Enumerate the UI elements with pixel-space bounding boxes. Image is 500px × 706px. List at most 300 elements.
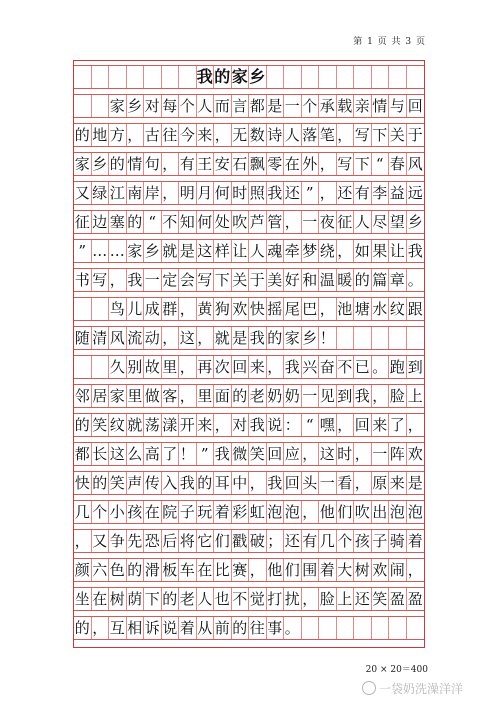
grid-cell: 嘿 — [319, 414, 337, 436]
grid-cell: 家 — [109, 95, 127, 117]
grid-cell: ， — [179, 356, 197, 378]
grid-cell: 就 — [162, 240, 180, 262]
grid-cell: 来 — [197, 124, 215, 146]
grid-cell: ， — [267, 356, 285, 378]
grid-cell: 时 — [337, 443, 355, 465]
grid-cell: 回 — [354, 414, 372, 436]
grid-cell: 颜 — [74, 559, 92, 581]
grid-cell: 诗 — [267, 124, 285, 146]
grid-cell: 别 — [127, 356, 145, 378]
grid-cell: ” — [74, 240, 92, 262]
grid-cell: 子 — [179, 501, 197, 523]
grid-cell: 笑 — [92, 414, 110, 436]
grid-cell: 这 — [179, 327, 197, 349]
grid-cell: 的 — [267, 327, 285, 349]
grid-cell: ， — [214, 414, 232, 436]
grid-cell: 巴 — [302, 298, 320, 320]
grid-cell: ， — [162, 182, 180, 204]
grid-cell: 风 — [407, 154, 423, 173]
grid-cell: 每 — [162, 95, 180, 117]
watermark — [362, 680, 463, 697]
grid-cell: 明 — [179, 182, 197, 204]
grid-cell — [267, 66, 285, 88]
grid-cell: 扰 — [284, 588, 302, 610]
grid-cell — [302, 617, 320, 639]
grid-cell: 远 — [407, 183, 423, 202]
grid-cell: 尽 — [372, 211, 390, 233]
grid-cell: 上 — [407, 386, 423, 405]
grid-cell: 我 — [179, 472, 197, 494]
grid-cell: 来 — [389, 472, 407, 494]
text-row — [74, 268, 424, 292]
grid-cell: 泡 — [407, 502, 423, 521]
grid-cell: 与 — [389, 95, 407, 117]
grid-cell: ， — [319, 298, 337, 320]
grid-cell: 恐 — [144, 530, 162, 552]
grid-cell: 车 — [179, 559, 197, 581]
grid-cell: 欢 — [407, 444, 423, 463]
grid-cell: 篇 — [372, 269, 390, 291]
grid-cell: 会 — [179, 269, 197, 291]
grid-cell — [389, 66, 407, 88]
grid-cell: 下 — [144, 588, 162, 610]
grid-cell: 先 — [127, 530, 145, 552]
grid-cell — [354, 66, 372, 88]
grid-cell: 在 — [197, 559, 215, 581]
grid-cell: 写 — [337, 153, 355, 175]
grid-cell — [389, 327, 407, 349]
grid-cell: ， — [197, 327, 215, 349]
grid-cell: ， — [214, 124, 232, 146]
grid-cell: ， — [74, 530, 92, 552]
grid-cell: 我 — [354, 385, 372, 407]
grid-cell: 高 — [144, 443, 162, 465]
grid-cell: ， — [284, 211, 302, 233]
grid-cell: 泡 — [267, 501, 285, 523]
grid-cell: 就 — [127, 414, 145, 436]
grid-cell: 在 — [144, 501, 162, 523]
grid-cell: 章 — [389, 269, 407, 291]
text-row — [74, 558, 424, 582]
text-row — [74, 355, 424, 379]
grid-cell: 益 — [389, 182, 407, 204]
grid-cell: 如 — [354, 240, 372, 262]
grid-cell: 原 — [372, 472, 390, 494]
grid-cell: 乡 — [302, 327, 320, 349]
grid-cell: 一 — [144, 269, 162, 291]
grid-cell: 人 — [249, 240, 267, 262]
grid-cell: 下 — [354, 153, 372, 175]
grid-cell: 春 — [389, 153, 407, 175]
grid-cell: 我 — [249, 414, 267, 436]
grid-cell: 管 — [267, 211, 285, 233]
grid-cell: 不 — [337, 356, 355, 378]
grid-cell: 邻 — [74, 385, 92, 407]
grid-cell: 家 — [74, 153, 92, 175]
grid-cell: 往 — [249, 617, 267, 639]
grid-cell: 彩 — [232, 501, 250, 523]
text-row — [74, 587, 424, 611]
grid-cell: 征 — [74, 211, 92, 233]
grid-cell: 人 — [354, 211, 372, 233]
grid-cell — [284, 66, 302, 88]
grid-cell: 何 — [214, 182, 232, 204]
grid-cell: 还 — [337, 182, 355, 204]
grid-cell: 里 — [197, 385, 215, 407]
grid-cell: 着 — [214, 501, 232, 523]
grid-cell: 次 — [214, 356, 232, 378]
grid-cell: 回 — [407, 96, 423, 115]
grid-cell: 家 — [231, 67, 248, 86]
grid-cell — [372, 327, 390, 349]
grid-cell: 下 — [214, 269, 232, 291]
grid-cell: 再 — [197, 356, 215, 378]
grid-cell: 数 — [249, 124, 267, 146]
grid-cell: 池 — [337, 298, 355, 320]
grid-cell: 载 — [337, 95, 355, 117]
grid-cell: 绿 — [92, 182, 110, 204]
grid-cell: 承 — [319, 95, 337, 117]
grid-cell: 骑 — [389, 530, 407, 552]
grid-cell: 的 — [74, 617, 92, 639]
grid-cell: 今 — [179, 124, 197, 146]
grid-cell: 也 — [214, 588, 232, 610]
grid-cell: 还 — [284, 530, 302, 552]
grid-cell: 王 — [197, 153, 215, 175]
grid-cell — [162, 66, 180, 88]
grid-cell: 这 — [109, 443, 127, 465]
grid-cell: 看 — [337, 472, 355, 494]
grid-cell — [127, 66, 145, 88]
grid-cell: 黄 — [197, 298, 215, 320]
grid-cell: ， — [354, 443, 372, 465]
grid-cell: 来 — [197, 414, 215, 436]
grid-cell: 就 — [214, 327, 232, 349]
grid-cell: 对 — [144, 95, 162, 117]
grid-cell: 回 — [232, 356, 250, 378]
grid-cell — [74, 95, 92, 117]
grid-cell: 乡 — [144, 240, 162, 262]
grid-cell: ： — [284, 414, 302, 436]
grid-cell: “ — [144, 211, 162, 233]
grid-cell — [92, 95, 110, 117]
grid-cell: 的 — [127, 211, 145, 233]
grid-cell: 飘 — [249, 153, 267, 175]
grid-cell: 来 — [249, 356, 267, 378]
grid-cell: 塞 — [109, 211, 127, 233]
grid-cell: ， — [407, 560, 423, 579]
grid-cell: 么 — [127, 443, 145, 465]
grid-cell: 奶 — [267, 385, 285, 407]
grid-cell: 欢 — [232, 298, 250, 320]
grid-cell: 了 — [389, 414, 407, 436]
grid-cell: 院 — [162, 501, 180, 523]
grid-cell: ， — [407, 415, 423, 434]
grid-cell — [109, 66, 127, 88]
grid-cell: 到 — [337, 385, 355, 407]
grid-cell: 跟 — [407, 299, 423, 318]
grid-cell: ， — [302, 501, 320, 523]
grid-cell: 将 — [179, 530, 197, 552]
grid-cell: 来 — [372, 414, 390, 436]
grid-cell: 争 — [109, 530, 127, 552]
grid-cell: 了 — [162, 443, 180, 465]
grid-cell: 阵 — [389, 443, 407, 465]
grid-cell: 老 — [249, 385, 267, 407]
grid-cell: 我 — [284, 356, 302, 378]
grid-cell: 的 — [74, 414, 92, 436]
grid-cell: 个 — [92, 501, 110, 523]
grid-cell: 果 — [372, 240, 390, 262]
grid-cell: 围 — [302, 559, 320, 581]
text-row — [74, 471, 424, 495]
grid-cell: ， — [337, 414, 355, 436]
text-row — [74, 616, 424, 640]
grid-cell: 荡 — [144, 414, 162, 436]
grid-cell: 的 — [232, 617, 250, 639]
grid-cell: 里 — [127, 385, 145, 407]
grid-cell: 应 — [284, 443, 302, 465]
grid-cell: ， — [372, 385, 390, 407]
text-row — [74, 152, 424, 176]
grid-cell: 李 — [372, 182, 390, 204]
grid-cell: 乡 — [249, 67, 266, 86]
grid-cell: 有 — [179, 153, 197, 175]
grid-cell: 笑 — [109, 472, 127, 494]
grid-cell: 写 — [197, 269, 215, 291]
grid-cell: 于 — [407, 125, 423, 144]
grid-cell: 而 — [214, 95, 232, 117]
grid-cell: 鸟 — [109, 298, 127, 320]
grid-cell: 随 — [74, 327, 92, 349]
grid-cell: 笔 — [319, 124, 337, 146]
grid-cell — [389, 617, 407, 639]
grid-cell: 一 — [302, 385, 320, 407]
grid-cell: 梦 — [302, 240, 320, 262]
grid-cell: 着 — [179, 617, 197, 639]
grid-cell: ！ — [179, 443, 197, 465]
grid-cell: 泡 — [389, 501, 407, 523]
grid-cell: 水 — [372, 298, 390, 320]
grid-cell: 吹 — [232, 211, 250, 233]
grid-cell: 关 — [232, 269, 250, 291]
text-row — [74, 384, 424, 408]
grid-cell: 头 — [302, 472, 320, 494]
grid-cell: 的 — [127, 559, 145, 581]
grid-cell: 个 — [179, 95, 197, 117]
grid-cell: 一 — [319, 472, 337, 494]
grid-cell: 板 — [162, 559, 180, 581]
grid-cell: ， — [249, 559, 267, 581]
grid-cell: ， — [162, 327, 180, 349]
grid-cell — [92, 66, 110, 88]
grid-cell: ， — [109, 269, 127, 291]
grid-cell — [337, 66, 355, 88]
grid-cell: 盈 — [407, 589, 423, 608]
grid-cell: ， — [319, 182, 337, 204]
grid-cell — [319, 66, 337, 88]
grid-cell: 笑 — [372, 588, 390, 610]
grid-cell: ， — [337, 240, 355, 262]
grid-cell: 纹 — [389, 298, 407, 320]
grid-cell: 居 — [92, 385, 110, 407]
grid-cell — [354, 327, 372, 349]
grid-cell: 微 — [232, 443, 250, 465]
grid-cell: 我 — [407, 241, 423, 260]
grid-cell: 让 — [389, 240, 407, 262]
grid-cell: 不 — [162, 211, 180, 233]
grid-cell — [407, 327, 425, 349]
grid-cell — [337, 327, 355, 349]
grid-cell: 老 — [179, 588, 197, 610]
grid-cell: 牵 — [284, 240, 302, 262]
grid-cell: 对 — [232, 414, 250, 436]
grid-cell: 乡 — [92, 153, 110, 175]
grid-cell: 清 — [92, 327, 110, 349]
grid-cell — [372, 617, 390, 639]
grid-cell: 破 — [249, 530, 267, 552]
grid-cell — [354, 617, 372, 639]
grid-cell: 在 — [92, 588, 110, 610]
grid-cell: 狗 — [214, 298, 232, 320]
grid-cell: 声 — [127, 472, 145, 494]
grid-cell: 色 — [109, 559, 127, 581]
grid-cell: 好 — [284, 269, 302, 291]
grid-cell: 我 — [127, 269, 145, 291]
grid-cell: 传 — [144, 472, 162, 494]
grid-cell: ， — [162, 153, 180, 175]
grid-cell: 绕 — [319, 240, 337, 262]
grid-cell: 事 — [267, 617, 285, 639]
grid-cell: 孩 — [127, 501, 145, 523]
grid-cell: 盈 — [389, 588, 407, 610]
grid-cell: 的 — [232, 385, 250, 407]
grid-cell: ” — [197, 443, 215, 465]
grid-cell: 故 — [144, 356, 162, 378]
grid-cell: 互 — [109, 617, 127, 639]
grid-cell — [302, 66, 320, 88]
grid-cell: ， — [319, 153, 337, 175]
grid-cell — [407, 617, 425, 639]
grid-cell: 暖 — [337, 269, 355, 291]
grid-cell: 们 — [284, 559, 302, 581]
grid-cell: 后 — [162, 530, 180, 552]
grid-cell: 们 — [214, 530, 232, 552]
grid-cell: 外 — [302, 153, 320, 175]
grid-cell: 我 — [267, 182, 285, 204]
grid-cell: 魂 — [267, 240, 285, 262]
grid-cell: 乡 — [407, 212, 423, 231]
grid-cell: 。 — [284, 617, 302, 639]
grid-cell: 群 — [162, 298, 180, 320]
grid-cell: 坐 — [74, 588, 92, 610]
grid-cell — [92, 356, 110, 378]
grid-cell: 面 — [214, 385, 232, 407]
grid-cell: 知 — [179, 211, 197, 233]
grid-cell: 人 — [284, 124, 302, 146]
grid-cell: 的 — [74, 124, 92, 146]
grid-cell: 我 — [196, 67, 213, 86]
grid-cell: 奋 — [319, 356, 337, 378]
grid-cell: 回 — [267, 443, 285, 465]
grid-cell: 大 — [337, 559, 355, 581]
grid-cell: 情 — [372, 95, 390, 117]
grid-cell: 动 — [144, 327, 162, 349]
grid-cell: 吹 — [354, 501, 372, 523]
grid-cell: ！ — [319, 327, 337, 349]
grid-cell: 漾 — [162, 414, 180, 436]
grid-cell: ； — [267, 530, 285, 552]
grid-cell: 家 — [127, 240, 145, 262]
grid-cell: 亲 — [354, 95, 372, 117]
grid-cell: 是 — [407, 473, 423, 492]
grid-cell: 南 — [127, 182, 145, 204]
grid-cell: 一 — [372, 443, 390, 465]
text-row — [74, 529, 424, 553]
grid-cell — [74, 298, 92, 320]
grid-cell: 的 — [197, 472, 215, 494]
grid-cell: 们 — [337, 501, 355, 523]
grid-cell: 零 — [267, 153, 285, 175]
title-row — [74, 65, 424, 89]
grid-cell: 还 — [284, 182, 302, 204]
grid-cell: ， — [302, 443, 320, 465]
grid-cell: 的 — [354, 269, 372, 291]
grid-cell: 成 — [144, 298, 162, 320]
grid-cell: 纹 — [109, 414, 127, 436]
grid-cell: 诉 — [144, 617, 162, 639]
grid-cell: 样 — [214, 240, 232, 262]
text-row — [74, 239, 424, 263]
grid-cell — [337, 617, 355, 639]
grid-cell: 夜 — [319, 211, 337, 233]
grid-cell: 摇 — [267, 298, 285, 320]
text-row — [74, 413, 424, 437]
text-row — [74, 94, 424, 118]
grid-cell: 芦 — [249, 211, 267, 233]
grid-cell: 地 — [92, 124, 110, 146]
grid-cell: 快 — [249, 298, 267, 320]
grid-cell: 赛 — [232, 559, 250, 581]
grid-cell: 还 — [354, 588, 372, 610]
grid-cell: 都 — [249, 95, 267, 117]
grid-cell: 风 — [109, 327, 127, 349]
grid-cell: 让 — [232, 240, 250, 262]
grid-cell: 关 — [389, 124, 407, 146]
grid-cell: ” — [302, 182, 320, 204]
grid-cell: 我 — [214, 443, 232, 465]
grid-cell: 小 — [109, 501, 127, 523]
text-row — [74, 181, 424, 205]
grid-cell: 不 — [232, 588, 250, 610]
grid-cell: 快 — [74, 472, 92, 494]
grid-cell: 安 — [214, 153, 232, 175]
grid-cell: 着 — [319, 559, 337, 581]
grid-cell: 都 — [74, 443, 92, 465]
grid-cell: 在 — [284, 153, 302, 175]
grid-cell: 我 — [249, 327, 267, 349]
text-row — [74, 123, 424, 147]
grid-cell: 流 — [127, 327, 145, 349]
grid-cell: 戳 — [232, 530, 250, 552]
grid-cell: 我 — [267, 472, 285, 494]
grid-cell: 写 — [354, 124, 372, 146]
grid-cell: 说 — [162, 617, 180, 639]
grid-cell — [144, 66, 162, 88]
manuscript-grid-paper — [73, 60, 425, 648]
grid-cell: 于 — [249, 269, 267, 291]
grid-cell — [407, 66, 425, 88]
